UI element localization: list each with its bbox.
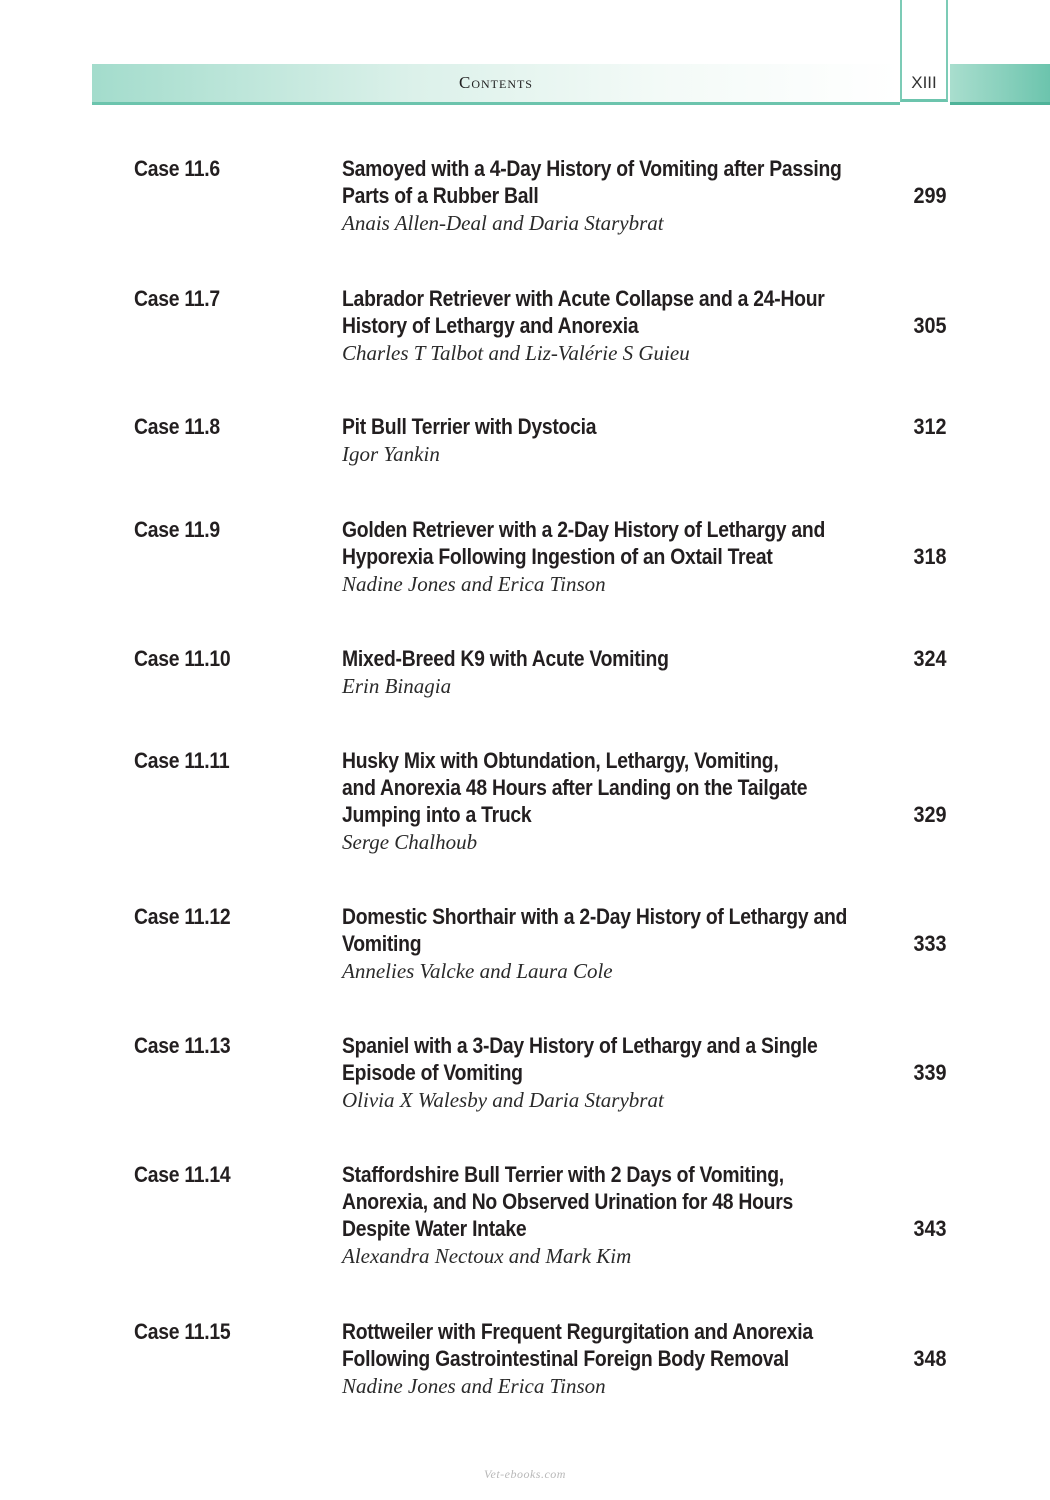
chapter-authors: Alexandra Nectoux and Mark Kim (342, 1244, 632, 1268)
entry-page-number: 343 (913, 1216, 947, 1241)
case-number: Case 11.14 (134, 1162, 231, 1187)
running-header-title: Contents (458, 73, 533, 92)
entry-page-number: 348 (913, 1346, 947, 1371)
chapter-title: Mixed-Breed K9 with Acute Vomiting (342, 646, 669, 671)
chapter-authors: Olivia X Walesby and Daria Starybrat (342, 1088, 664, 1112)
case-number: Case 11.6 (134, 156, 220, 181)
case-number: Case 11.7 (134, 286, 220, 311)
chapter-authors: Anais Allen-Deal and Daria Starybrat (342, 211, 664, 235)
entry-body (342, 155, 902, 237)
page-number-tab (900, 0, 948, 102)
entry-body (342, 645, 902, 700)
chapter-title: Domestic Shorthair with a 2-Day History of Lethargy and Vomiting (342, 904, 848, 956)
chapter-title: Pit Bull Terrier with Dystocia (342, 414, 597, 439)
chapter-authors: Annelies Valcke and Laura Cole (342, 959, 613, 983)
case-number: Case 11.9 (134, 517, 220, 542)
entry-page-number: 318 (913, 544, 947, 569)
entry-page-number: 333 (913, 931, 947, 956)
case-number: Case 11.15 (134, 1319, 231, 1344)
entry-page-number: 299 (913, 183, 947, 208)
entry-page-number: 305 (913, 313, 947, 338)
header-accent-band (950, 64, 1050, 105)
entry-page-number: 339 (913, 1060, 947, 1085)
watermark-logo: Vet-ebooks.com (484, 1467, 566, 1481)
chapter-authors: Igor Yankin (342, 442, 440, 466)
entry-body (342, 413, 902, 468)
entry-body (342, 903, 902, 985)
entry-page-number: 329 (913, 802, 947, 827)
entry-page-number: 312 (913, 414, 947, 439)
entry-body (342, 1032, 902, 1114)
entry-body (342, 285, 902, 367)
chapter-title: Spaniel with a 3-Day History of Lethargy and a Single Episode of Vomiting (342, 1033, 818, 1085)
chapter-title: Golden Retriever with a 2-Day History of Lethargy and Hyporexia Following Ingestion of an Oxtail Treat (342, 517, 826, 569)
page-number: XIII (911, 73, 937, 92)
chapter-authors: Serge Chalhoub (342, 830, 478, 854)
chapter-authors: Charles T Talbot and Liz-Valérie S Guieu (342, 341, 690, 365)
chapter-authors: Erin Binagia (342, 674, 452, 698)
entry-body (342, 1318, 902, 1400)
case-number: Case 11.12 (134, 904, 231, 929)
chapter-authors: Nadine Jones and Erica Tinson (342, 572, 606, 596)
chapter-title: Husky Mix with Obtundation, Lethargy, Vomiting, and Anorexia 48 Hours after Landing on the Tailgate Jumping into a Truck (342, 748, 808, 827)
entry-body (342, 747, 902, 856)
running-header (92, 64, 900, 105)
case-number: Case 11.11 (134, 748, 230, 773)
entry-body (342, 1161, 902, 1270)
case-number: Case 11.10 (134, 646, 231, 671)
entry-body (342, 516, 902, 598)
case-number: Case 11.8 (134, 414, 220, 439)
chapter-authors: Nadine Jones and Erica Tinson (342, 1374, 606, 1398)
chapter-title: Samoyed with a 4-Day History of Vomiting after Passing Parts of a Rubber Ball (342, 156, 842, 208)
chapter-title: Rottweiler with Frequent Regurgitation and Anorexia Following Gastrointestinal Foreign Body Removal (342, 1319, 813, 1371)
chapter-title: Staffordshire Bull Terrier with 2 Days of Vomiting, Anorexia, and No Observed Urination for 48 Hours Despite Water Intake (342, 1162, 793, 1241)
entry-page-number: 324 (913, 646, 947, 671)
case-number: Case 11.13 (134, 1033, 231, 1058)
chapter-title: Labrador Retriever with Acute Collapse and a 24-Hour History of Lethargy and Anorexia (342, 286, 825, 338)
